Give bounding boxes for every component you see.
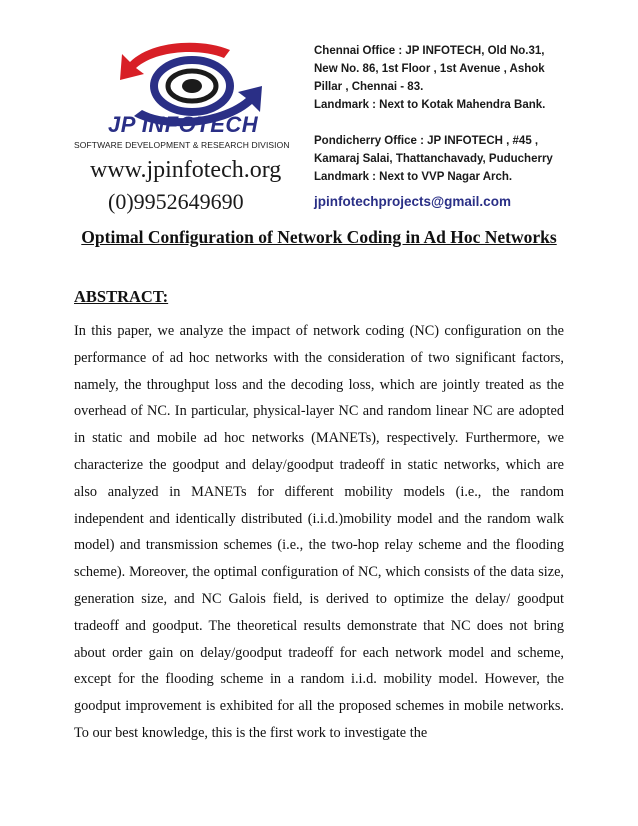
pondicherry-office-line: Kamaraj Salai, Thattanchavady, Puducherry xyxy=(314,153,553,165)
chennai-office-line: Chennai Office : JP INFOTECH, Old No.31, xyxy=(314,45,545,57)
email-link[interactable]: jpinfotechprojects@gmail.com xyxy=(314,194,511,209)
division-tagline: SOFTWARE DEVELOPMENT & RESEARCH DIVISION xyxy=(74,140,290,150)
phone-number: (0)9952649690 xyxy=(108,189,244,214)
document-title: Optimal Configuration of Network Coding in Ad Hoc Networks xyxy=(81,227,557,247)
brand-name: JP INFOTECH xyxy=(108,112,259,137)
chennai-office-line: New No. 86, 1st Floor , 1st Avenue , Ashok xyxy=(314,63,545,75)
chennai-office-line: Landmark : Next to Kotak Mahendra Bank. xyxy=(314,99,546,111)
pondicherry-office-line: Landmark : Next to VVP Nagar Arch. xyxy=(314,171,513,183)
abstract-body: In this paper, we analyze the impact of network coding (NC) configuration on the performance of ad hoc networks with the consideration of two significant factors, namely, the throughput loss and the decoding loss, which are jointly treated as the overhead of NC. In particular, physical-layer NC and random linear NC are adopted in static and mobile ad hoc networks (MANETs), respectively. Furthermore, we characterize the goodput and delay/goodput tradeoff in static networks, which are also analyzed in MANETs for different mobility models (i.e., the random independent and identically distributed (i.i.d.)mobility model and the random walk model) and transmission schemes (i.e., the two-hop relay scheme and the flooding scheme). Moreover, the optimal configuration of NC, which consists of the data size, generation size, and NC Galois field, is derived to optimize the delay/ goodput tradeoff and goodput. The theoretical results demonstrate that NC does not bring about order gain on delay/goodput tradeoff for each network model and scheme, except for the flooding scheme in a random i.i.d. mobility model. However, the goodput improvement is exhibited for all the proposed schemes in mobile networks. To our best knowledge, this is the first work to investigate the xyxy=(74,323,564,741)
website-link[interactable]: www.jpinfotech.org xyxy=(90,157,282,183)
letterhead xyxy=(74,36,564,222)
pondicherry-office-line: Pondicherry Office : JP INFOTECH , #45 , xyxy=(314,135,539,147)
chennai-office-address xyxy=(314,42,545,114)
pondicherry-office-address xyxy=(314,132,553,186)
abstract-heading: ABSTRACT: xyxy=(74,287,169,306)
chennai-office-line: Pillar , Chennai - 83. xyxy=(314,81,424,93)
